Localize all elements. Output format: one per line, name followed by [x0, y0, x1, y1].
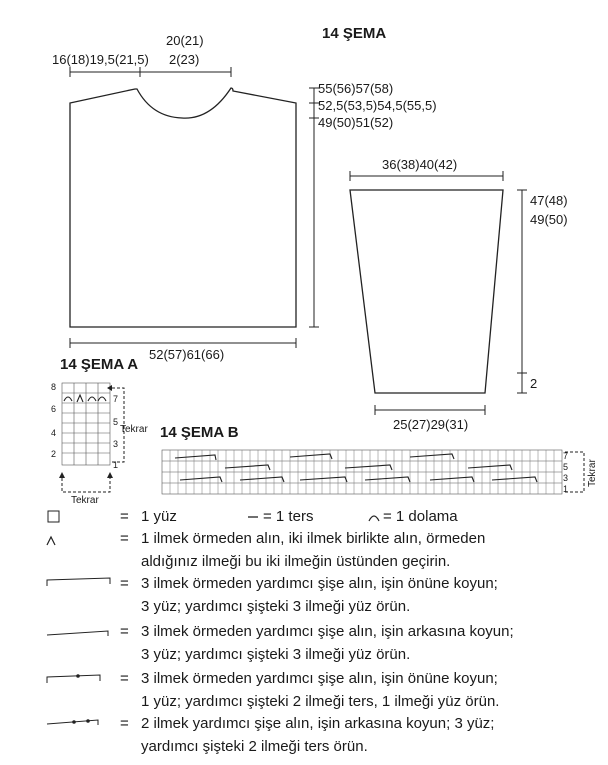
chart-a-row-label: 8 — [51, 382, 57, 392]
sleeve-cuff-label: 2 — [530, 376, 538, 391]
sleeve-top-width-label: 36(38)40(42) — [382, 157, 458, 172]
yarn-over-symbol — [369, 516, 379, 521]
legend-eq: = — [120, 670, 129, 687]
height-low-label: 49(50)51(52) — [318, 115, 394, 130]
chart-a-repeat-horizontal-label: Tekrar — [71, 495, 99, 506]
sleeve-bottom-width-label: 25(27)29(31) — [393, 417, 469, 432]
legend-eq: = — [120, 715, 129, 732]
legend-c5b-line1: 2 ilmek yardımcı şişe alın, işin arkasına koyun; 3 yüz; — [141, 715, 495, 732]
chart-a-row-label: 3 — [113, 439, 119, 449]
chart-a-grid — [62, 383, 110, 465]
legend-dec-line2: aldığınız ilmeği bu iki ilmeğin üstünden geçirin. — [141, 553, 451, 570]
legend-eq: = — [120, 575, 129, 592]
decrease-symbol — [47, 537, 55, 545]
chart-a-symbols — [64, 395, 106, 402]
chart-b-title: 14 ŞEMA B — [160, 424, 239, 441]
neck-sub-label: 2(23) — [169, 52, 200, 67]
legend-c6f-line1: 3 ilmek örmeden yardımcı şişe alın, işin önüne koyun; — [141, 575, 498, 592]
cable-5-back-symbol — [47, 719, 98, 725]
chart-a-row-label: 7 — [113, 394, 119, 404]
body-outline — [70, 88, 296, 327]
cable-6-front-symbol — [47, 578, 110, 586]
chart-a-row-label: 4 — [51, 428, 57, 438]
legend-c6f-line2: 3 yüz; yardımcı şişteki 3 ilmeği yüz örün. — [141, 598, 411, 615]
legend-purl-text: = 1 ters — [263, 508, 314, 525]
chart-b-row-label: 3 — [563, 473, 569, 483]
legend-knit-text: 1 yüz — [141, 508, 177, 525]
legend-c4f-line2: 1 yüz; yardımcı şişteki 2 ilmeği ters, 1 ilmeği yüz örün. — [141, 693, 500, 710]
chart-a-row-label: 2 — [51, 449, 57, 459]
chart-b-cables — [175, 454, 537, 482]
legend-eq: = — [120, 623, 129, 640]
legend-c5b-line2: yardımcı şişteki 2 ilmeği ters örün. — [141, 738, 368, 755]
main-title: 14 ŞEMA — [322, 25, 387, 42]
cable-6-back-symbol — [47, 631, 108, 636]
legend-dec-line1: 1 ilmek örmeden alın, iki ilmek birlikte alın, örmeden — [141, 530, 486, 547]
legend-c4f-line1: 3 ilmek örmeden yardımcı şişe alın, işin önüne koyun; — [141, 670, 498, 687]
chart-b-row-label: 7 — [563, 451, 569, 461]
legend-eq: = — [120, 508, 129, 525]
legend-c6b-line2: 3 yüz; yardımcı şişteki 3 ilmeği yüz örün. — [141, 646, 411, 663]
legend-yo-text: = 1 dolama — [383, 508, 458, 525]
legend-c6b-line1: 3 ilmek örmeden yardımcı şişe alın, işin arkasına koyun; — [141, 623, 514, 640]
chart-a-row-label: 6 — [51, 404, 57, 414]
knit-symbol — [48, 511, 59, 522]
shoulder-label: 16(18)19,5(21,5) — [52, 52, 149, 67]
sleeve-outline — [350, 190, 503, 393]
chart-a-title: 14 ŞEMA A — [60, 356, 139, 373]
body-bottom-width-label: 52(57)61(66) — [149, 347, 225, 362]
chart-b-repeat-label: Tekrar — [587, 459, 598, 487]
cable-4-front-symbol — [47, 674, 100, 683]
neck-width-label: 20(21) — [166, 33, 204, 48]
chart-b-row-label: 5 — [563, 462, 569, 472]
chart-a-row-label: 1 — [113, 460, 119, 470]
chart-a-repeat-vertical-label: Tekrar — [120, 424, 148, 435]
sleeve-height-b-label: 49(50) — [530, 212, 568, 227]
chart-a-row-label: 5 — [113, 417, 119, 427]
chart-b-row-label: 1 — [563, 484, 569, 494]
height-mid-label: 52,5(53,5)54,5(55,5) — [318, 98, 437, 113]
height-total-label: 55(56)57(58) — [318, 81, 394, 96]
sleeve-height-a-label: 47(48) — [530, 193, 568, 208]
legend-eq: = — [120, 530, 129, 547]
